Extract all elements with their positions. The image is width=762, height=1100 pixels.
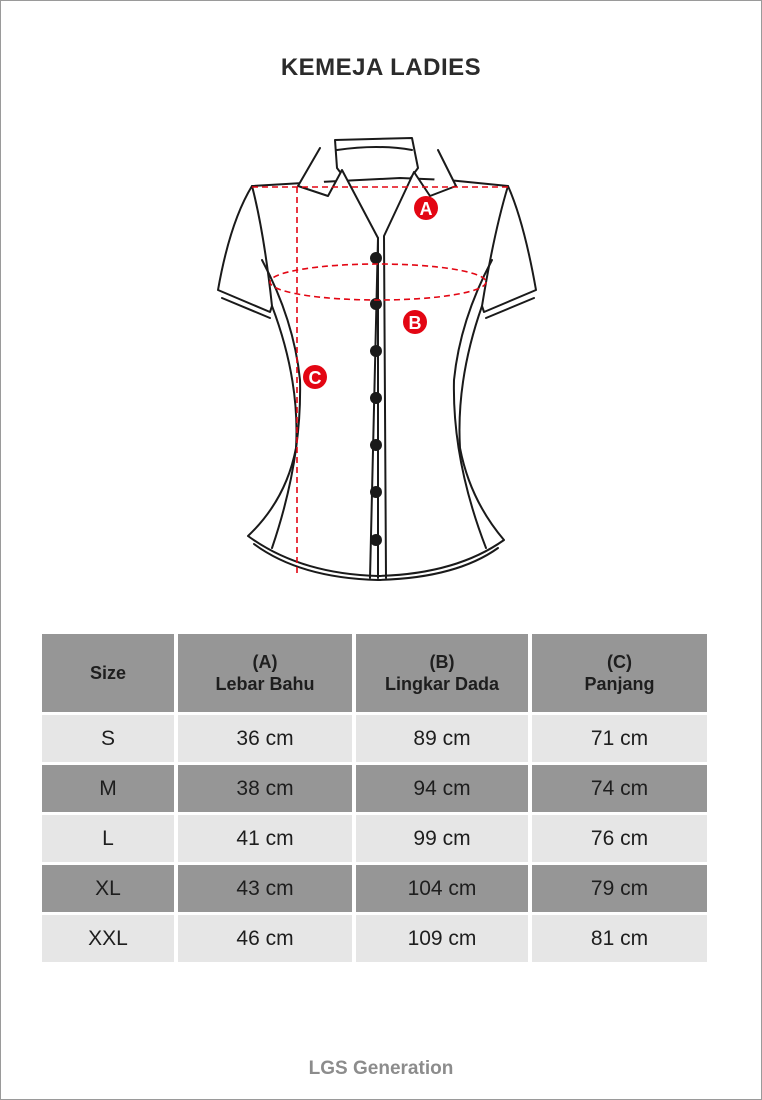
header-size-label: Size <box>89 663 127 683</box>
cell-length: 71 cm <box>532 715 707 762</box>
cell-shoulder: 36 cm <box>178 715 352 762</box>
cell-shoulder: 43 cm <box>178 865 352 912</box>
marker-b <box>403 310 427 334</box>
cell-size: S <box>42 715 174 762</box>
marker-b-label: B <box>408 313 422 333</box>
shirt-button <box>370 345 382 357</box>
table-row <box>42 915 707 962</box>
shirt-button <box>370 534 382 546</box>
cell-shoulder: 41 cm <box>178 815 352 862</box>
page-title: KEMEJA LADIES <box>280 54 482 81</box>
table-row <box>42 765 707 812</box>
cell-size: L <box>42 815 174 862</box>
marker-a-label: A <box>419 199 433 219</box>
header-line1: (B) <box>429 652 455 672</box>
cell-chest: 99 cm <box>356 815 528 862</box>
shirt-button <box>370 486 382 498</box>
header-chest-circumference <box>356 634 528 712</box>
cell-length: 81 cm <box>532 915 707 962</box>
brand-footer: LGS Generation <box>308 1058 454 1079</box>
marker-a <box>414 196 438 220</box>
size-chart-table <box>38 631 711 965</box>
cell-size: XXL <box>42 915 174 962</box>
cell-shoulder: 46 cm <box>178 915 352 962</box>
cell-length: 76 cm <box>532 815 707 862</box>
cell-chest: 109 cm <box>356 915 528 962</box>
cell-shoulder: 38 cm <box>178 765 352 812</box>
header-size <box>42 634 174 712</box>
shirt-illustration <box>190 128 570 588</box>
header-length <box>532 634 707 712</box>
cell-size: XL <box>42 865 174 912</box>
shirt-button <box>370 392 382 404</box>
table-row <box>42 715 707 762</box>
marker-c-label: C <box>308 368 322 388</box>
header-line2: Lingkar Dada <box>384 674 500 694</box>
header-line1: (A) <box>252 652 278 672</box>
cell-length: 79 cm <box>532 865 707 912</box>
shirt-button <box>370 252 382 264</box>
header-line2: Panjang <box>584 674 655 694</box>
cell-chest: 104 cm <box>356 865 528 912</box>
cell-chest: 89 cm <box>356 715 528 762</box>
cell-chest: 94 cm <box>356 765 528 812</box>
table-header-row <box>42 634 707 712</box>
header-line2: Lebar Bahu <box>215 674 315 694</box>
table-row <box>42 865 707 912</box>
shirt-button <box>370 439 382 451</box>
cell-length: 74 cm <box>532 765 707 812</box>
cell-size: M <box>42 765 174 812</box>
table-row <box>42 815 707 862</box>
header-shoulder-width <box>178 634 352 712</box>
marker-c <box>303 365 327 389</box>
header-line1: (C) <box>607 652 632 672</box>
